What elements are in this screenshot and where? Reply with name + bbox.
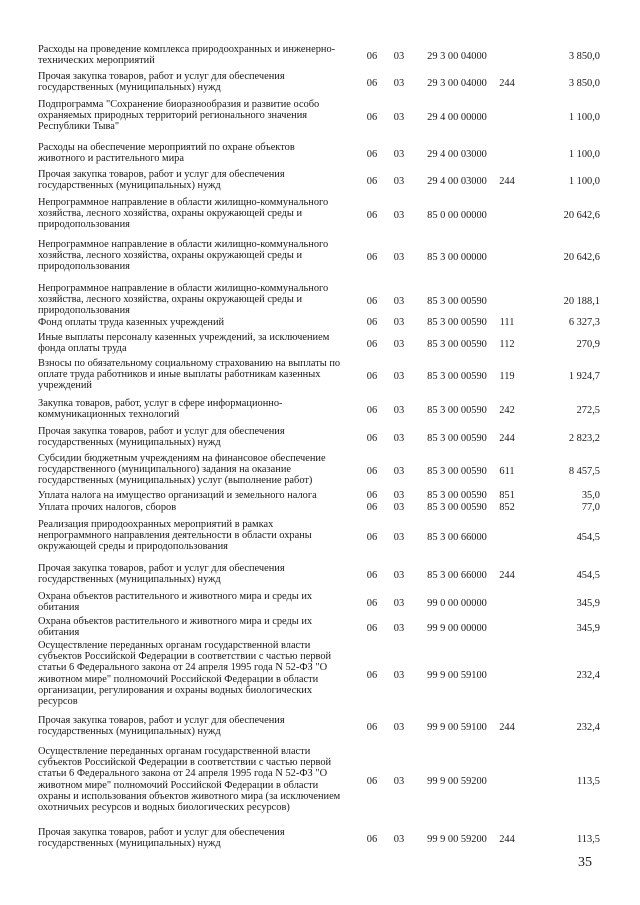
row-razdel: 06 — [366, 78, 378, 90]
row-podrazdel: 03 — [393, 251, 405, 263]
row-name: Взносы по обязательному социальному страхованию на выплаты по оплате труда работников и иные выплаты работникам казенных учреждений — [38, 358, 341, 392]
row-razdel: 06 — [366, 465, 378, 477]
row-razdel: 06 — [366, 295, 378, 307]
row-target-article: 99 9 00 00000 — [427, 623, 487, 635]
row-podrazdel: 03 — [393, 51, 405, 63]
row-razdel: 06 — [366, 775, 378, 787]
row-name: Подпрограмма "Сохранение биоразнообразия и развитие особо охраняемых природных территорий регионального значения Республики Тыва" — [38, 99, 320, 133]
row-podrazdel: 03 — [393, 149, 405, 161]
row-target-article: 99 9 00 59100 — [427, 669, 487, 681]
row-sum: 20 642,6 — [563, 251, 600, 263]
row-name: Уплата налога на имущество организаций и земельного налога — [38, 490, 317, 501]
row-name: Субсидии бюджетным учреждениям на финансовое обеспечение государственного (муниципального) задания на оказание государственных (муниципальных) услуг (выполнение работ) — [38, 453, 326, 487]
row-podrazdel: 03 — [393, 531, 405, 543]
row-sum: 232,4 — [576, 722, 600, 734]
row-target-article: 99 9 00 59100 — [427, 722, 487, 734]
row-podrazdel: 03 — [393, 722, 405, 734]
row-razdel: 06 — [366, 370, 378, 382]
row-target-article: 85 0 00 00000 — [427, 209, 487, 221]
row-razdel: 06 — [366, 502, 378, 513]
row-target-article: 85 3 00 00590 — [427, 339, 487, 351]
row-target-article: 85 3 00 00000 — [427, 251, 487, 263]
row-target-article: 85 3 00 00590 — [427, 502, 487, 513]
row-name: Охрана объектов растительного и животного мира и среды их обитания — [38, 591, 313, 614]
row-sum: 1 100,0 — [568, 149, 600, 161]
row-sum: 6 327,3 — [568, 317, 600, 328]
row-podrazdel: 03 — [393, 502, 405, 513]
row-name: Прочая закупка товаров, работ и услуг для обеспечения государственных (муниципальных) нужд — [38, 169, 285, 192]
row-expense-type: 112 — [499, 339, 515, 351]
row-target-article: 85 3 00 00590 — [427, 433, 487, 445]
row-podrazdel: 03 — [393, 209, 405, 221]
row-target-article: 99 0 00 00000 — [427, 598, 487, 610]
page-number: 35 — [578, 855, 592, 870]
row-expense-type: 244 — [499, 433, 515, 445]
row-sum: 270,9 — [576, 339, 600, 351]
row-razdel: 06 — [366, 317, 378, 328]
row-podrazdel: 03 — [393, 370, 405, 382]
row-podrazdel: 03 — [393, 775, 405, 787]
row-podrazdel: 03 — [393, 339, 405, 351]
row-razdel: 06 — [366, 176, 378, 188]
row-sum: 1 100,0 — [568, 176, 600, 188]
row-name: Иные выплаты персоналу казенных учреждений, за исключением фонда оплаты труда — [38, 332, 330, 355]
row-sum: 20 642,6 — [563, 209, 600, 221]
row-sum: 1 100,0 — [568, 111, 600, 123]
row-expense-type: 244 — [499, 570, 515, 582]
row-expense-type: 119 — [499, 370, 515, 382]
row-podrazdel: 03 — [393, 295, 405, 307]
row-name: Прочая закупка товаров, работ и услуг для обеспечения государственных (муниципальных) нужд — [38, 827, 285, 850]
row-podrazdel: 03 — [393, 570, 405, 582]
row-razdel: 06 — [366, 339, 378, 351]
row-razdel: 06 — [366, 251, 378, 263]
row-expense-type: 244 — [499, 78, 515, 90]
row-expense-type: 851 — [499, 490, 515, 501]
row-sum: 8 457,5 — [568, 465, 600, 477]
row-target-article: 85 3 00 00590 — [427, 465, 487, 477]
row-expense-type: 852 — [499, 502, 515, 513]
row-target-article: 99 9 00 59200 — [427, 834, 487, 846]
row-sum: 345,9 — [576, 623, 600, 635]
row-target-article: 99 9 00 59200 — [427, 775, 487, 787]
row-sum: 2 823,2 — [568, 433, 600, 445]
row-target-article: 29 4 00 03000 — [427, 176, 487, 188]
row-expense-type: 244 — [499, 722, 515, 734]
row-razdel: 06 — [366, 405, 378, 417]
row-podrazdel: 03 — [393, 317, 405, 328]
row-sum: 232,4 — [576, 669, 600, 681]
row-target-article: 29 4 00 00000 — [427, 111, 487, 123]
row-razdel: 06 — [366, 570, 378, 582]
row-target-article: 29 4 00 03000 — [427, 149, 487, 161]
row-podrazdel: 03 — [393, 405, 405, 417]
row-target-article: 85 3 00 00590 — [427, 405, 487, 417]
row-podrazdel: 03 — [393, 176, 405, 188]
row-name: Закупка товаров, работ, услуг в сфере информационно- коммуникационных технологий — [38, 398, 283, 421]
row-razdel: 06 — [366, 433, 378, 445]
row-podrazdel: 03 — [393, 598, 405, 610]
row-podrazdel: 03 — [393, 669, 405, 681]
row-expense-type: 611 — [499, 465, 515, 477]
row-sum: 272,5 — [576, 405, 600, 417]
row-name: Непрограммное направление в области жилищно-коммунального хозяйства, лесного хозяйства, охраны окружающей среды и природопользования — [38, 239, 329, 273]
row-name: Прочая закупка товаров, работ и услуг для обеспечения государственных (муниципальных) нужд — [38, 715, 285, 738]
row-podrazdel: 03 — [393, 78, 405, 90]
row-target-article: 29 3 00 04000 — [427, 78, 487, 90]
row-razdel: 06 — [366, 669, 378, 681]
row-expense-type: 111 — [499, 317, 515, 328]
row-razdel: 06 — [366, 111, 378, 123]
row-target-article: 85 3 00 66000 — [427, 531, 487, 543]
row-sum: 345,9 — [576, 598, 600, 610]
row-sum: 113,5 — [577, 775, 600, 787]
row-name: Прочая закупка товаров, работ и услуг для обеспечения государственных (муниципальных) нужд — [38, 71, 285, 94]
row-name: Реализация природоохранных мероприятий в рамках непрограммного направления деятельности в области охраны окружающей среды и природопользования — [38, 519, 312, 553]
row-sum: 454,5 — [576, 531, 600, 543]
row-razdel: 06 — [366, 531, 378, 543]
row-expense-type: 244 — [499, 176, 515, 188]
row-podrazdel: 03 — [393, 834, 405, 846]
row-sum: 113,5 — [577, 834, 600, 846]
row-razdel: 06 — [366, 722, 378, 734]
row-name: Прочая закупка товаров, работ и услуг для обеспечения государственных (муниципальных) нужд — [38, 563, 285, 586]
row-name: Непрограммное направление в области жилищно-коммунального хозяйства, лесного хозяйства, охраны окружающей среды и природопользования — [38, 197, 329, 231]
row-podrazdel: 03 — [393, 623, 405, 635]
row-sum: 3 850,0 — [568, 51, 600, 63]
row-name: Прочая закупка товаров, работ и услуг для обеспечения государственных (муниципальных) нужд — [38, 426, 285, 449]
row-sum: 454,5 — [576, 570, 600, 582]
row-podrazdel: 03 — [393, 111, 405, 123]
row-target-article: 85 3 00 00590 — [427, 490, 487, 501]
row-razdel: 06 — [366, 209, 378, 221]
row-name: Осуществление переданных органам государственной власти субъектов Российской Федерации в соответствии с частью первой статьи 6 Федерального закона от 24 апреля 1995 года N 52-ФЗ "О животном мире" полномочий Российской Федерации в области охраны и использования объектов животного мира (за исключением охотничьих ресурсов и водных биологических ресурсов) — [38, 746, 341, 814]
row-name: Фонд оплаты труда казенных учреждений — [38, 317, 225, 328]
row-razdel: 06 — [366, 834, 378, 846]
row-expense-type: 244 — [499, 834, 515, 846]
row-sum: 35,0 — [581, 490, 600, 501]
row-name: Уплата прочих налогов, сборов — [38, 502, 177, 513]
row-target-article: 85 3 00 66000 — [427, 570, 487, 582]
row-target-article: 85 3 00 00590 — [427, 317, 487, 328]
row-name: Расходы на обеспечение мероприятий по охране объектов животного и растительного мира — [38, 142, 295, 165]
row-sum: 20 188,1 — [563, 295, 600, 307]
row-name: Расходы на проведение комплекса природоохранных и инженерно- технических мероприятий — [38, 44, 336, 67]
row-podrazdel: 03 — [393, 465, 405, 477]
row-name: Охрана объектов растительного и животного мира и среды их обитания — [38, 616, 313, 639]
row-sum: 1 924,7 — [568, 370, 600, 382]
row-sum: 77,0 — [581, 502, 600, 513]
row-name: Осуществление переданных органам государственной власти субъектов Российской Федерации в соответствии с частью первой статьи 6 Федерального закона от 24 апреля 1995 года N 52-ФЗ "О животном мире" полномочий Российской Федерации в области организации, регулирования и охраны водных биологических ресурсов — [38, 640, 332, 708]
row-target-article: 85 3 00 00590 — [427, 370, 487, 382]
row-target-article: 29 3 00 04000 — [427, 51, 487, 63]
row-podrazdel: 03 — [393, 433, 405, 445]
row-razdel: 06 — [366, 149, 378, 161]
row-name: Непрограммное направление в области жилищно-коммунального хозяйства, лесного хозяйства, охраны окружающей среды и природопользования — [38, 283, 329, 317]
row-podrazdel: 03 — [393, 490, 405, 501]
row-razdel: 06 — [366, 51, 378, 63]
row-sum: 3 850,0 — [568, 78, 600, 90]
row-expense-type: 242 — [499, 405, 515, 417]
row-razdel: 06 — [366, 490, 378, 501]
row-razdel: 06 — [366, 623, 378, 635]
row-razdel: 06 — [366, 598, 378, 610]
row-target-article: 85 3 00 00590 — [427, 295, 487, 307]
